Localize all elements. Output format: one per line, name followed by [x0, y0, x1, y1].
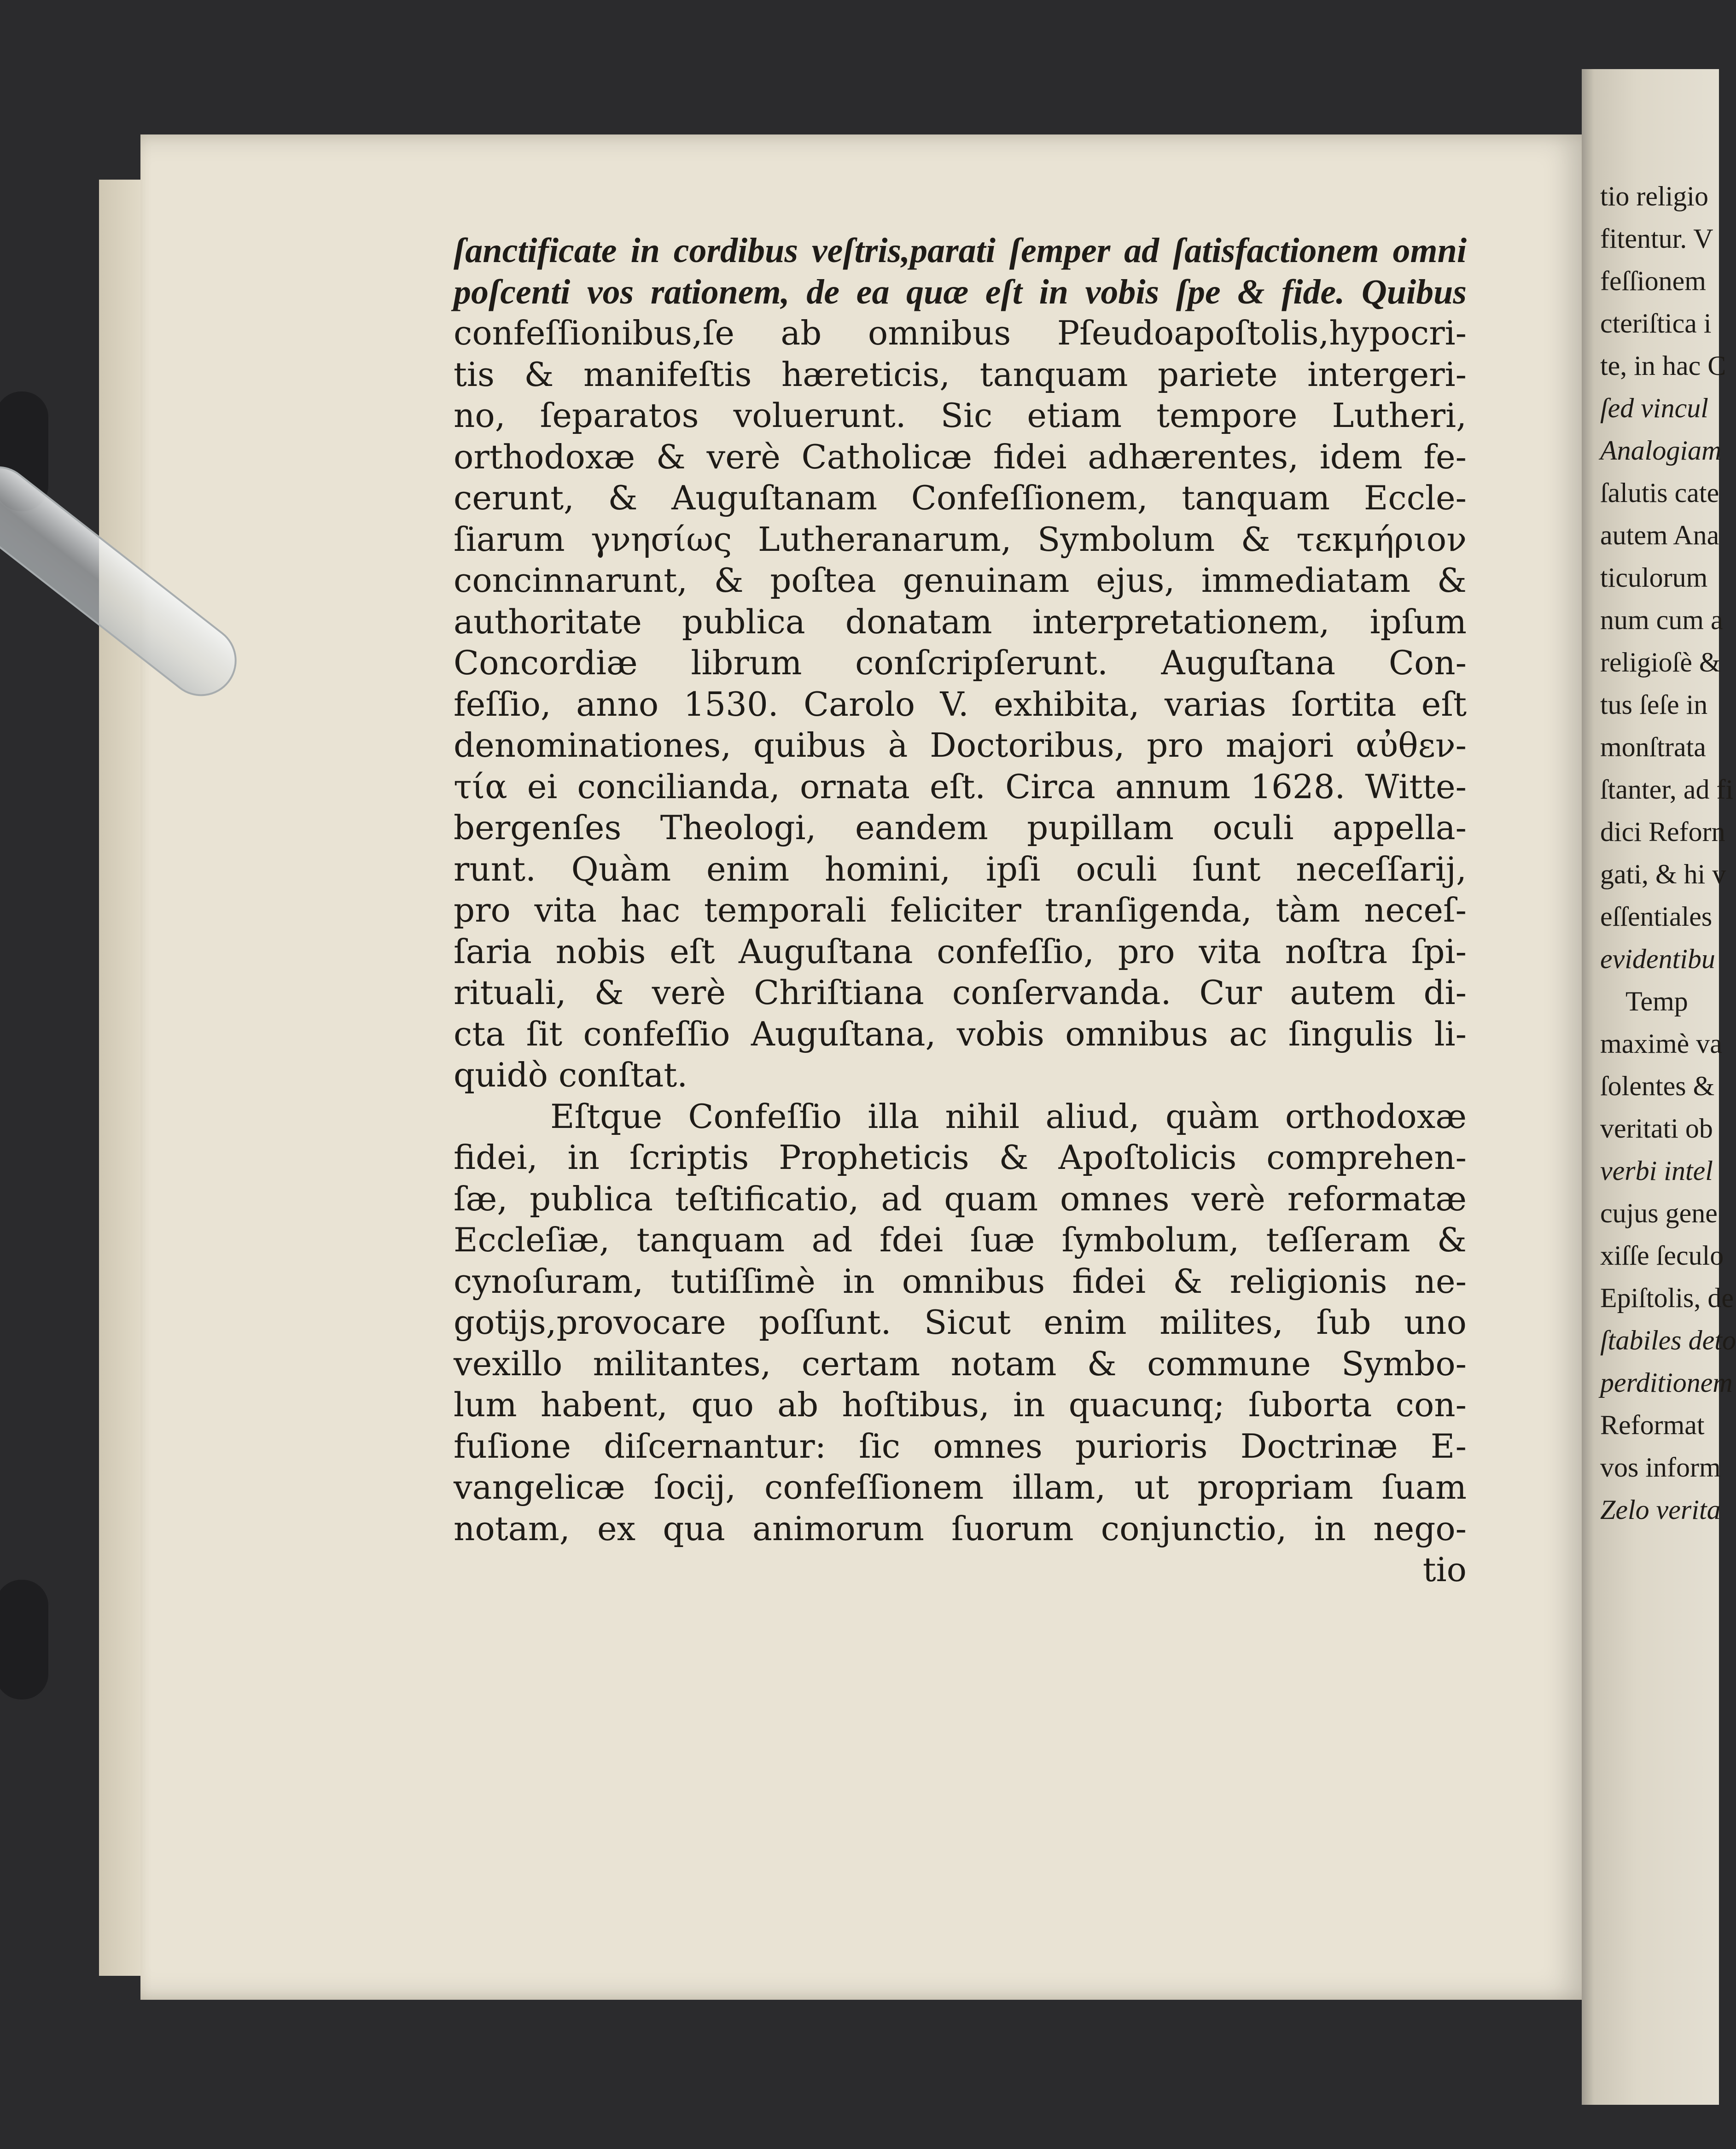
text-line: Concordiæ librum conſcripſerunt. Auguſtana Con-: [454, 643, 1467, 682]
text-line: confeſſionibus,ſe ab omnibus Pſeudoapoſtolis,hypocri-: [454, 314, 1467, 352]
paragraph-first-line: Eſtque Confeſſio illa nihil aliud, quàm orthodoxæ: [550, 1097, 1467, 1136]
text-line: ſanctificate in cordibus veſtris,parati ſemper ad ſatisfactionem omni: [454, 231, 1467, 270]
text-line: vexillo militantes, certam notam & commune Symbo-: [454, 1344, 1467, 1383]
text-line: no, ſeparatos voluerunt. Sic etiam tempore Lutheri,: [454, 396, 1467, 435]
text-line: cujus gene: [1600, 1198, 1718, 1228]
text-line: vangelicæ ſocij, confeſſionem illam, ut propriam ſuam: [454, 1468, 1467, 1507]
text-line: τία ei concilianda, ornata eſt. Circa annum 1628. Witte-: [454, 767, 1467, 806]
text-line: runt. Quàm enim homini, ipſi oculi ſunt neceſſarij,: [454, 849, 1467, 888]
text-line: evidentibu: [1600, 944, 1715, 974]
text-line: authoritate publica donatam interpretationem, ipſum: [454, 602, 1467, 641]
text-line: te, in hac C: [1600, 350, 1726, 381]
text-line: Epiſtolis, de: [1600, 1283, 1734, 1313]
text-line: ſalutis cate: [1600, 478, 1719, 508]
text-line: notam, ex qua animorum ſuorum conjunctio, in nego-: [454, 1509, 1467, 1548]
text-line: ſolentes &: [1600, 1071, 1715, 1101]
page-holder-tab: [0, 1580, 48, 1699]
text-line: denominationes, quibus à Doctoribus, pro majori αὐθεν-: [454, 726, 1467, 765]
text-line: ſiarum γνησίως Lutheranarum, Symbolum & τεκμήριον: [454, 520, 1467, 559]
left-page-text: [454, 230, 1467, 1591]
text-line: cta ſit confeſſio Auguſtana, vobis omnibus ac ſingulis li-: [454, 1014, 1467, 1053]
text-line: concinnarunt, & poſtea genuinam ejus, immediatam &: [454, 561, 1467, 600]
text-line: xiſſe ſeculo: [1600, 1240, 1724, 1271]
text-line: ſæ, publica teſtificatio, ad quam omnes verè reformatæ: [454, 1179, 1467, 1218]
text-line: num cum a: [1600, 605, 1723, 635]
text-line: cynoſuram, tutiſſimè in omnibus fidei & religionis ne-: [454, 1261, 1467, 1301]
text-line: poſcenti vos rationem, de ea quæ eſt in vobis ſpe & fide. Quibus: [454, 272, 1467, 311]
text-line: lum habent, quo ab hoſtibus, in quacunq; ſuborta con-: [454, 1385, 1467, 1424]
text-line: fuſione diſcernantur: ſic omnes purioris Doctrinæ E-: [454, 1426, 1467, 1466]
text-line: ſtanter, ad fi: [1600, 774, 1734, 805]
right-page-text: [1600, 175, 1736, 1531]
text-line: autem Ana: [1600, 520, 1719, 550]
text-line: monſtrata: [1600, 732, 1706, 762]
text-line: eſſentiales: [1600, 901, 1713, 932]
text-line: vos inform: [1600, 1452, 1721, 1483]
text-line: Zelo verita: [1600, 1495, 1721, 1525]
text-line: cteriſtica i: [1600, 308, 1712, 339]
text-line: bergenſes Theologi, eandem pupillam oculi appella-: [454, 808, 1467, 847]
text-line: ſed vincul: [1600, 393, 1708, 423]
text-line: orthodoxæ & verè Catholicæ fidei adhærentes, idem fe-: [454, 437, 1467, 476]
text-line: feſſionem: [1600, 266, 1706, 296]
text-line: Reformat: [1600, 1410, 1705, 1440]
paragraph-first-line: Temp: [1625, 986, 1688, 1016]
text-line: Eccleſiæ, tanquam ad fdei ſuæ ſymbolum, teſſeram &: [454, 1220, 1467, 1259]
text-line: gati, & hi v: [1600, 859, 1726, 889]
right-page: [1582, 69, 1736, 2105]
text-line: tio religio: [1600, 181, 1708, 211]
text-line: maximè va: [1600, 1028, 1722, 1059]
text-line: ſaria nobis eſt Auguſtana confeſſio, pro vita noſtra ſpi-: [454, 932, 1467, 971]
text-line: perditionem: [1600, 1367, 1733, 1398]
text-line: verbi intel: [1600, 1156, 1713, 1186]
text-line: tis & manifeſtis hæreticis, tanquam pariete intergeri-: [454, 355, 1467, 394]
text-line: gotijs,provocare poſſunt. Sicut enim milites, ſub uno: [454, 1303, 1467, 1342]
text-line: tus ſeſe in: [1600, 689, 1708, 720]
text-line: ticulorum: [1600, 562, 1708, 593]
text-line: cerunt, & Auguſtanam Confeſſionem, tanquam Eccle-: [454, 479, 1467, 517]
text-line: pro vita hac temporali feliciter tranſigenda, tàm neceſ-: [454, 891, 1467, 929]
text-line: feſſio, anno 1530. Carolo V. exhibita, varias ſortita eſt: [454, 684, 1467, 724]
text-line: veritati ob: [1600, 1113, 1713, 1144]
catchword: tio: [1422, 1550, 1467, 1589]
text-line: Analogiam: [1600, 435, 1722, 466]
text-line: fidei, in ſcriptis Propheticis & Apoſtolicis comprehen-: [454, 1138, 1467, 1177]
text-line: ſtabiles deto: [1600, 1325, 1736, 1355]
text-line: dici Reforn: [1600, 817, 1725, 847]
text-line: rituali, & verè Chriſtiana conſervanda. Cur autem di-: [454, 973, 1467, 1012]
text-line: religioſè &: [1600, 647, 1721, 677]
text-line: fitentur. V: [1600, 223, 1713, 254]
page-stack-edge: [99, 180, 143, 1976]
text-line: quidò conſtat.: [454, 1056, 688, 1094]
